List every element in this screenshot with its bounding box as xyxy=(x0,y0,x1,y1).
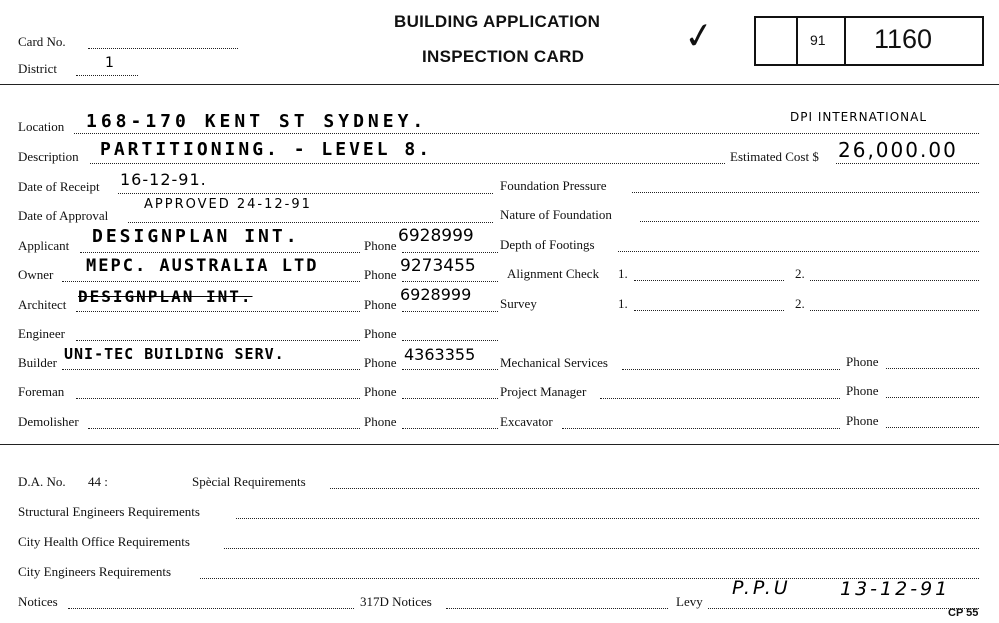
date-receipt-value: 16-12-91. xyxy=(120,170,207,189)
project-manager-label: Project Manager xyxy=(500,384,587,399)
foreman-label: Foreman xyxy=(18,384,65,399)
card-number-box xyxy=(754,16,984,66)
levy-line xyxy=(708,608,979,609)
box-divider xyxy=(796,18,798,64)
title-line-1: BUILDING APPLICATION xyxy=(394,12,601,31)
section-rule xyxy=(0,444,999,445)
applicant-phone-line xyxy=(402,252,498,253)
owner-phone-label: Phone xyxy=(364,267,397,282)
applicant-phone-label: Phone xyxy=(364,238,397,253)
demolisher-phone-label: Phone xyxy=(364,414,397,429)
demolisher-label: Demolisher xyxy=(18,414,79,429)
builder-line xyxy=(62,369,360,370)
survey-1-label: 1. xyxy=(618,296,628,311)
district-line xyxy=(76,75,138,76)
depth-footings-label: Depth of Footings xyxy=(500,237,595,252)
title-line-2: INSPECTION CARD xyxy=(422,47,585,66)
description-value: PARTITIONING. - LEVEL 8. xyxy=(100,139,433,160)
alignment-2-label: 2. xyxy=(795,266,805,281)
foreman-phone-label: Phone xyxy=(364,384,397,399)
date-approval-line xyxy=(128,222,493,223)
survey-label: Survey xyxy=(500,296,537,311)
da-no-value: 44 : xyxy=(88,474,108,489)
survey-1-line xyxy=(634,310,784,311)
builder-value: UNI-TEC BUILDING SERV. xyxy=(64,345,285,363)
architect-value: DESIGNPLAN INT. xyxy=(78,287,253,306)
card-no-line xyxy=(88,48,238,49)
applicant-line xyxy=(80,252,360,253)
alignment-check-label: Alignment Check xyxy=(507,266,600,281)
engineer-phone-label: Phone xyxy=(364,326,397,341)
project-manager-phone-label: Phone xyxy=(846,383,879,398)
levy-label: Levy xyxy=(676,594,703,609)
builder-label: Builder xyxy=(18,355,57,370)
notices-label: Notices xyxy=(18,594,58,609)
engineer-label: Engineer xyxy=(18,326,65,341)
location-note: DPI INTERNATIONAL xyxy=(790,110,928,124)
nature-foundation-label: Nature of Foundation xyxy=(500,207,612,222)
owner-phone-line xyxy=(402,281,498,282)
excavator-line xyxy=(562,428,840,429)
builder-phone-label: Phone xyxy=(364,355,397,370)
notices-line xyxy=(68,608,354,609)
levy-value: P.P.U xyxy=(732,577,791,599)
date-receipt-label: Date of Receipt xyxy=(18,179,100,194)
mechanical-services-line xyxy=(622,369,840,370)
architect-line xyxy=(76,311,360,312)
depth-footings-line xyxy=(618,251,979,252)
box-divider xyxy=(844,18,846,64)
owner-value: MEPC. AUSTRALIA LTD xyxy=(86,256,319,276)
demolisher-phone-line xyxy=(402,428,498,429)
mechanical-services-label: Mechanical Services xyxy=(500,355,608,370)
card-prefix: 91 xyxy=(810,32,826,48)
header-rule xyxy=(0,84,999,85)
foreman-phone-line xyxy=(402,398,498,399)
district-value: 1 xyxy=(105,55,115,71)
survey-2-label: 2. xyxy=(795,296,805,311)
survey-2-line xyxy=(810,310,979,311)
architect-phone-label: Phone xyxy=(364,297,397,312)
notices-317d-line xyxy=(446,608,668,609)
mechanical-phone-line xyxy=(886,368,979,369)
project-manager-phone-line xyxy=(886,397,979,398)
nature-foundation-line xyxy=(640,221,979,222)
applicant-phone-value: 6928999 xyxy=(398,226,474,246)
excavator-phone-line xyxy=(886,427,979,428)
card-no-label: Card No. xyxy=(18,34,66,49)
location-value: 168-170 KENT ST SYDNEY. xyxy=(86,111,428,132)
structural-engineers-label: Structural Engineers Requirements xyxy=(18,504,200,519)
applicant-label: Applicant xyxy=(18,238,70,253)
estimated-cost-line xyxy=(836,163,979,164)
owner-line xyxy=(62,281,360,282)
builder-phone-value: 4363355 xyxy=(404,345,476,364)
foundation-pressure-label: Foundation Pressure xyxy=(500,178,607,193)
excavator-label: Excavator xyxy=(500,414,553,429)
owner-label: Owner xyxy=(18,267,54,282)
foundation-pressure-line xyxy=(632,192,979,193)
district-label: District xyxy=(18,61,57,76)
location-line xyxy=(74,133,979,134)
city-health-label: City Health Office Requirements xyxy=(18,534,190,549)
project-manager-line xyxy=(600,398,840,399)
form-code: CP 55 xyxy=(948,607,979,619)
architect-phone-value: 6928999 xyxy=(400,285,472,304)
excavator-phone-label: Phone xyxy=(846,413,879,428)
description-line xyxy=(90,163,725,164)
structural-engineers-line xyxy=(236,518,979,519)
alignment-1-line xyxy=(634,280,784,281)
description-label: Description xyxy=(18,149,79,164)
estimated-cost-label: Estimated Cost $ xyxy=(730,149,819,164)
city-engineers-label: City Engineers Requirements xyxy=(18,564,172,579)
foreman-line xyxy=(76,398,360,399)
builder-phone-line xyxy=(402,369,498,370)
demolisher-line xyxy=(88,428,360,429)
date-approval-label: Date of Approval xyxy=(18,208,109,223)
special-requirements-label: Spècial Requirements xyxy=(192,474,306,489)
da-no-label: D.A. No. xyxy=(18,474,66,489)
city-health-line xyxy=(224,548,979,549)
mechanical-phone-label: Phone xyxy=(846,354,879,369)
engineer-line xyxy=(76,340,360,341)
engineer-phone-line xyxy=(402,340,498,341)
applicant-value: DESIGNPLAN INT. xyxy=(92,226,300,247)
date-receipt-line xyxy=(118,193,493,194)
estimated-cost-value: 26,000.00 xyxy=(838,138,958,162)
location-label: Location xyxy=(18,119,65,134)
alignment-1-label: 1. xyxy=(618,266,628,281)
notices-317d-label: 317D Notices xyxy=(360,594,432,609)
alignment-2-line xyxy=(810,280,979,281)
check-mark-icon: ✓ xyxy=(681,14,717,59)
owner-phone-value: 9273455 xyxy=(400,256,476,276)
date-approval-value: APPROVED 24-12-91 xyxy=(144,197,312,212)
architect-label: Architect xyxy=(18,297,67,312)
architect-phone-line xyxy=(402,311,498,312)
special-requirements-line xyxy=(330,488,979,489)
card-number: 1160 xyxy=(874,24,933,54)
levy-date: 13-12-91 xyxy=(840,578,951,600)
